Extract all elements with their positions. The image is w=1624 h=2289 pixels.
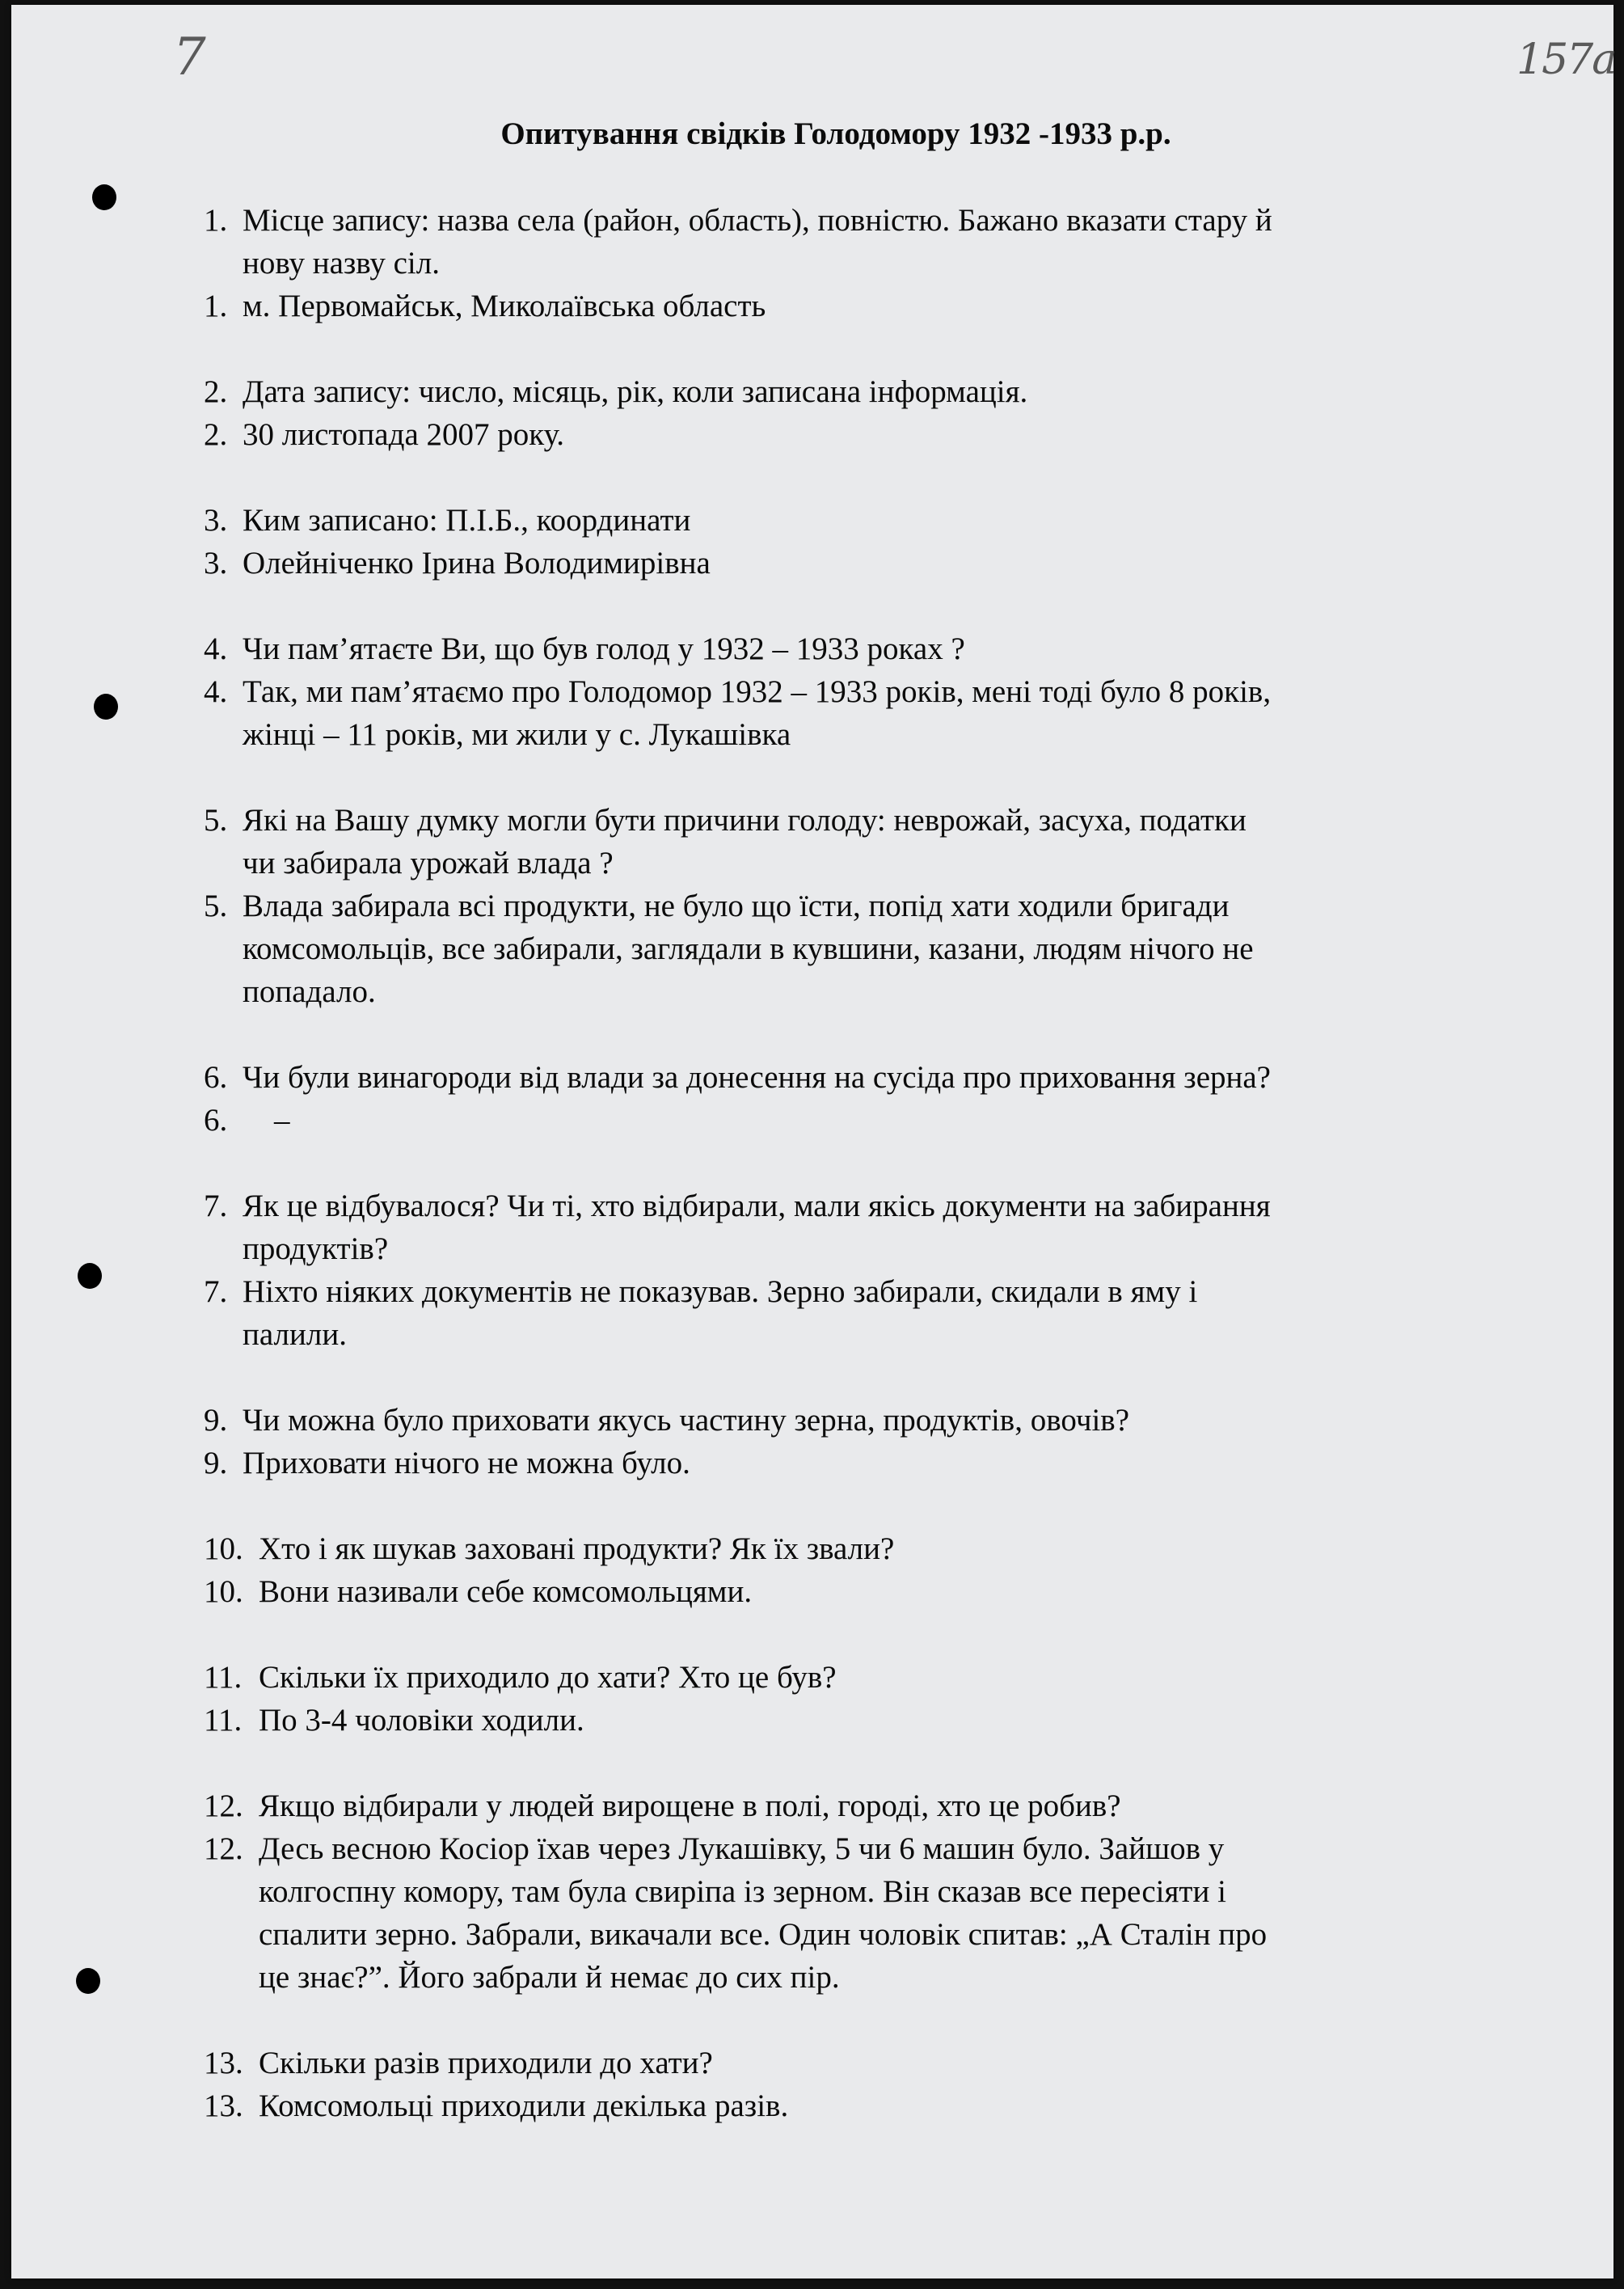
question-line — [204, 799, 1481, 842]
item-text: Місце запису: назва села (район, область), повністю. Бажано вказати стару й — [243, 203, 1272, 238]
blank-line — [204, 1013, 1481, 1056]
answer-line — [204, 1270, 1481, 1313]
item-text: нову назву сіл. — [243, 246, 440, 281]
answer-line — [204, 1699, 1481, 1742]
item-text: – — [243, 1103, 290, 1138]
item-number: 13. — [204, 2046, 243, 2080]
blank-line — [204, 585, 1481, 627]
answer-line — [204, 1570, 1481, 1613]
item-text: Приховати нічого не можна було. — [243, 1446, 690, 1480]
item-number: 9. — [204, 1446, 228, 1480]
item-text: Чи були винагороди від влади за донесення на сусіда про приховання зерна? — [243, 1060, 1271, 1095]
item-number: 7. — [204, 1274, 228, 1309]
answer-line — [204, 670, 1481, 713]
item-number — [204, 1956, 259, 1999]
answer-line — [204, 970, 1481, 1013]
item-number: 12. — [204, 1831, 243, 1866]
item-number — [204, 1313, 243, 1356]
question-line — [204, 1784, 1481, 1827]
document-page — [11, 5, 1616, 2278]
punch-hole — [92, 184, 116, 210]
item-text: м. Первомайськ, Миколаївська область — [243, 289, 766, 323]
handwritten-archive-number: 157а — [1516, 36, 1616, 84]
item-text: попадало. — [243, 974, 376, 1009]
item-text: спалити зерно. Забрали, викачали все. Один чоловік спитав: „А Сталін про — [259, 1917, 1268, 1952]
answer-line — [204, 1442, 1481, 1484]
item-number: 3. — [204, 546, 228, 581]
answer-line — [204, 1913, 1481, 1956]
item-text: чи забирала урожай влада ? — [243, 846, 614, 881]
blank-line — [204, 1613, 1481, 1656]
item-number — [204, 1913, 259, 1956]
item-text: 30 листопада 2007 року. — [243, 417, 564, 452]
blank-line — [204, 456, 1481, 499]
item-text: Хто і як шукав заховані продукти? Як їх звали? — [259, 1531, 895, 1566]
item-number: 10. — [204, 1574, 243, 1609]
item-text: Чи пам’ятаєте Ви, що був голод у 1932 – 1933 роках ? — [243, 631, 965, 666]
item-text: Влада забирала всі продукти, не було що їсти, попід хати ходили бригади — [243, 889, 1230, 923]
punch-hole — [94, 694, 118, 720]
handwritten-page-number: 7 — [173, 27, 206, 87]
question-line — [204, 242, 1481, 285]
blank-line — [204, 1999, 1481, 2042]
item-number — [204, 713, 243, 756]
item-number — [204, 842, 243, 885]
blank-line — [204, 1142, 1481, 1185]
answer-line — [204, 927, 1481, 970]
item-number — [204, 927, 243, 970]
item-number — [204, 242, 243, 285]
item-number: 4. — [204, 674, 228, 709]
item-text: Ким записано: П.І.Б., координати — [243, 503, 691, 538]
item-text: Так, ми пам’ятаємо про Голодомор 1932 – 1933 років, мені тоді було 8 років, — [243, 674, 1272, 709]
item-number: 1. — [204, 203, 228, 238]
question-line — [204, 370, 1481, 413]
item-number: 5. — [204, 889, 228, 923]
item-number: 2. — [204, 374, 228, 409]
blank-line — [204, 1742, 1481, 1784]
item-text: Якщо відбирали у людей вирощене в полі, городі, хто це робив? — [259, 1789, 1121, 1823]
item-number: 9. — [204, 1403, 228, 1438]
answer-line — [204, 285, 1481, 327]
answer-line — [204, 713, 1481, 756]
item-number: 6. — [204, 1060, 228, 1095]
answer-line — [204, 1313, 1481, 1356]
answer-line — [204, 413, 1481, 456]
item-text: Десь весною Косіор їхав через Лукашівку, 5 чи 6 машин було. Зайшов у — [259, 1831, 1225, 1866]
item-number: 2. — [204, 417, 228, 452]
item-number: 1. — [204, 289, 228, 323]
item-text: Чи можна було приховати якусь частину зерна, продуктів, овочів? — [243, 1403, 1130, 1438]
item-text: колгоспну комору, там була свиріпа із зерном. Він сказав все пересіяти і — [259, 1874, 1226, 1909]
item-text: Які на Вашу думку могли бути причини голоду: неврожай, засуха, податки — [243, 803, 1246, 838]
answer-line — [204, 542, 1481, 585]
blank-line — [204, 1484, 1481, 1527]
item-text: Олейніченко Ірина Володимирівна — [243, 546, 711, 581]
blank-line — [204, 327, 1481, 370]
punch-hole — [78, 1263, 102, 1289]
item-number: 3. — [204, 503, 228, 538]
item-text: Скільки разів приходили до хати? — [259, 2046, 713, 2080]
answer-line — [204, 1870, 1481, 1913]
item-text: палили. — [243, 1317, 347, 1352]
questionnaire-body — [204, 199, 1481, 2127]
punch-hole — [76, 1968, 100, 1994]
question-line — [204, 627, 1481, 670]
item-text: Скільки їх приходило до хати? Хто це був? — [259, 1660, 837, 1695]
item-text: жінці – 11 років, ми жили у с. Лукашівка — [243, 717, 791, 752]
item-number: 7. — [204, 1189, 228, 1223]
item-number — [204, 1227, 243, 1270]
item-number: 4. — [204, 631, 228, 666]
item-number: 11. — [204, 1660, 243, 1695]
item-text: Комсомольці приходили декілька разів. — [259, 2088, 789, 2123]
answer-line — [204, 1956, 1481, 1999]
question-line — [204, 842, 1481, 885]
item-text: це знає?”. Його забрали й немає до сих пір. — [259, 1960, 840, 1995]
question-line — [204, 2042, 1481, 2084]
document-title: Опитування свідків Голодомору 1932 -1933 р.р. — [500, 116, 1171, 151]
item-text: комсомольців, все забирали, заглядали в кувшини, казани, людям нічого не — [243, 931, 1254, 966]
item-number: 11. — [204, 1703, 243, 1738]
item-number: 5. — [204, 803, 228, 838]
answer-line — [204, 1099, 1481, 1142]
question-line — [204, 1656, 1481, 1699]
item-text: По 3-4 чоловіки ходили. — [259, 1703, 584, 1738]
item-text: Як це відбувалося? Чи ті, хто відбирали, мали якісь документи на забирання — [243, 1189, 1271, 1223]
item-number: 10. — [204, 1531, 243, 1566]
question-line — [204, 1527, 1481, 1570]
item-number — [204, 1870, 259, 1913]
answer-line — [204, 2084, 1481, 2127]
item-number: 6. — [204, 1103, 228, 1138]
question-line — [204, 499, 1481, 542]
item-text: Дата запису: число, місяць, рік, коли записана інформація. — [243, 374, 1028, 409]
answer-line — [204, 1827, 1481, 1870]
answer-line — [204, 885, 1481, 927]
blank-line — [204, 756, 1481, 799]
item-number: 13. — [204, 2088, 243, 2123]
blank-line — [204, 1356, 1481, 1399]
item-text: Ніхто ніяких документів не показував. Зерно забирали, скидали в яму і — [243, 1274, 1198, 1309]
question-line — [204, 199, 1481, 242]
question-line — [204, 1185, 1481, 1227]
question-line — [204, 1056, 1481, 1099]
item-text: продуктів? — [243, 1231, 389, 1266]
question-line — [204, 1227, 1481, 1270]
item-number: 12. — [204, 1789, 243, 1823]
item-text: Вони називали себе комсомольцями. — [259, 1574, 753, 1609]
item-number — [204, 970, 243, 1013]
question-line — [204, 1399, 1481, 1442]
